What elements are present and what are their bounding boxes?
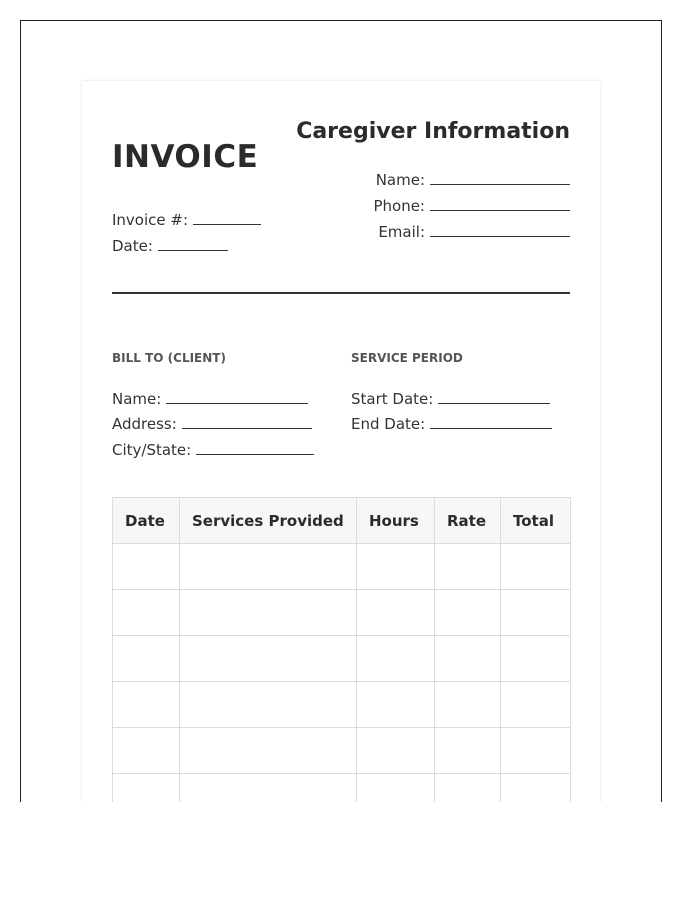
table-cell[interactable] <box>435 636 501 682</box>
table-row <box>113 636 571 682</box>
table-cell[interactable] <box>180 544 357 590</box>
table-cell[interactable] <box>357 728 435 774</box>
table-header-row <box>113 498 571 544</box>
table-cell[interactable] <box>435 774 501 803</box>
client-name-blank[interactable] <box>166 389 308 404</box>
caregiver-heading: Caregiver Information <box>296 119 570 144</box>
column-header-services: Services Provided <box>180 498 357 544</box>
page-frame <box>20 20 662 802</box>
table-cell[interactable] <box>357 590 435 636</box>
client-city-state-blank[interactable] <box>196 440 314 455</box>
invoice-number-field[interactable] <box>112 210 261 229</box>
invoice-sheet <box>82 81 600 802</box>
caregiver-email-field[interactable] <box>378 222 570 241</box>
table-cell[interactable] <box>113 774 180 803</box>
table-cell[interactable] <box>357 636 435 682</box>
table-cell[interactable] <box>180 636 357 682</box>
invoice-date-blank[interactable] <box>158 236 228 251</box>
client-city-state-field[interactable] <box>112 440 314 459</box>
client-address-label: Address: <box>112 415 177 433</box>
table-row <box>113 590 571 636</box>
caregiver-phone-label: Phone: <box>373 197 425 215</box>
table-cell[interactable] <box>435 544 501 590</box>
start-date-field[interactable] <box>351 389 550 408</box>
table-cell[interactable] <box>180 682 357 728</box>
start-date-blank[interactable] <box>438 389 550 404</box>
caregiver-name-label: Name: <box>375 171 425 189</box>
client-name-label: Name: <box>112 390 162 408</box>
invoice-date-field[interactable] <box>112 236 228 255</box>
invoice-date-label: Date: <box>112 237 153 255</box>
table-cell[interactable] <box>501 544 571 590</box>
bill-to-heading: BILL TO (CLIENT) <box>112 351 226 365</box>
end-date-blank[interactable] <box>430 414 552 429</box>
table-cell[interactable] <box>435 682 501 728</box>
table-cell[interactable] <box>357 544 435 590</box>
table-cell[interactable] <box>501 728 571 774</box>
table-cell[interactable] <box>180 774 357 803</box>
table-cell[interactable] <box>357 774 435 803</box>
end-date-label: End Date: <box>351 415 426 433</box>
table-cell[interactable] <box>180 728 357 774</box>
table-cell[interactable] <box>435 728 501 774</box>
table-row <box>113 682 571 728</box>
caregiver-name-field[interactable] <box>376 170 570 189</box>
table-cell[interactable] <box>113 636 180 682</box>
table-cell[interactable] <box>501 682 571 728</box>
column-header-rate: Rate <box>435 498 501 544</box>
table-cell[interactable] <box>113 590 180 636</box>
client-address-field[interactable] <box>112 414 312 433</box>
invoice-number-blank[interactable] <box>193 210 261 225</box>
table-cell[interactable] <box>113 682 180 728</box>
caregiver-phone-field[interactable] <box>373 196 570 215</box>
end-date-field[interactable] <box>351 414 552 433</box>
caregiver-email-label: Email: <box>378 223 425 241</box>
client-name-field[interactable] <box>112 389 308 408</box>
table-cell[interactable] <box>501 774 571 803</box>
column-header-hours: Hours <box>357 498 435 544</box>
services-table <box>112 497 571 802</box>
table-row <box>113 774 571 803</box>
table-cell[interactable] <box>501 590 571 636</box>
table-cell[interactable] <box>180 590 357 636</box>
column-header-date: Date <box>113 498 180 544</box>
table-row <box>113 728 571 774</box>
invoice-number-label: Invoice #: <box>112 211 189 229</box>
start-date-label: Start Date: <box>351 390 434 408</box>
header-divider <box>112 292 570 294</box>
client-address-blank[interactable] <box>182 414 312 429</box>
invoice-title: INVOICE <box>112 139 259 175</box>
table-row <box>113 544 571 590</box>
table-cell[interactable] <box>357 682 435 728</box>
table-cell[interactable] <box>435 590 501 636</box>
service-period-heading: SERVICE PERIOD <box>351 351 463 365</box>
caregiver-name-blank[interactable] <box>430 170 570 185</box>
caregiver-phone-blank[interactable] <box>430 196 570 211</box>
column-header-total: Total <box>501 498 571 544</box>
client-city-state-label: City/State: <box>112 441 192 459</box>
table-cell[interactable] <box>501 636 571 682</box>
caregiver-email-blank[interactable] <box>430 222 570 237</box>
table-cell[interactable] <box>113 728 180 774</box>
table-cell[interactable] <box>113 544 180 590</box>
